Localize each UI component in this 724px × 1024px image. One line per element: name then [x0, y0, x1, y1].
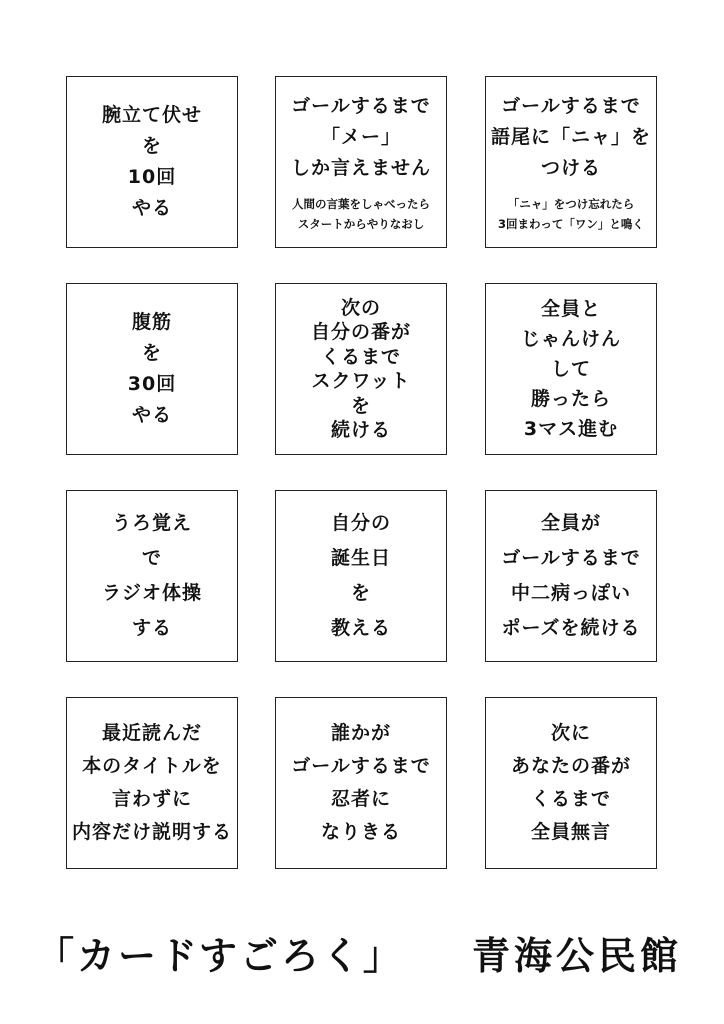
card-main-text [291, 91, 431, 184]
card-line: を [141, 135, 162, 157]
card-main-text [311, 296, 411, 443]
card-2 [275, 76, 447, 248]
card-line: 教える [330, 617, 391, 639]
card-line: ゴールするまで [291, 94, 431, 117]
card-1 [66, 76, 238, 248]
card-line: を [350, 582, 371, 604]
card-12 [485, 697, 657, 869]
card-line: やる [131, 197, 172, 219]
card-line: 次に [550, 722, 591, 744]
card-7 [66, 490, 238, 662]
card-line: 自分の番が [310, 321, 411, 343]
card-line: ラジオ体操 [101, 582, 202, 604]
card-5 [275, 283, 447, 455]
card-main-text [102, 100, 202, 224]
card-line: 全員が [540, 512, 601, 534]
card-note [498, 194, 644, 234]
card-line: 言わずに [111, 788, 192, 810]
card-main-text [491, 91, 651, 184]
card-main-text [331, 506, 391, 646]
card-line: じゃんけん [520, 328, 621, 350]
card-line: 誰かが [330, 722, 391, 744]
card-line: 次の [340, 296, 381, 319]
card-main-text [102, 506, 202, 646]
card-line: する [131, 617, 172, 639]
card-note-line: 3回まわって「ワン」と鳴く [498, 216, 644, 231]
card-line: 「メー」 [320, 125, 401, 148]
card-line: 全員無言 [530, 821, 611, 843]
card-main-text [501, 506, 641, 646]
card-main-text [128, 307, 176, 431]
card-line: 10回 [127, 166, 177, 188]
card-4 [66, 283, 238, 455]
card-line: を [350, 394, 371, 417]
card-line: 誕生日 [330, 547, 391, 569]
card-line: 勝ったら [530, 388, 611, 410]
card-line: やる [131, 404, 172, 426]
card-line: しか言えません [290, 156, 431, 179]
card-line: ゴールするまで [501, 94, 641, 117]
card-main-text [521, 294, 621, 444]
card-line: つける [540, 156, 601, 179]
card-line: ポーズを続ける [501, 617, 641, 639]
card-line: くるまで [530, 788, 611, 810]
card-3 [485, 76, 657, 248]
card-line: 腹筋 [131, 311, 172, 333]
card-line: 忍者に [330, 788, 391, 810]
card-line: 3マス進む [523, 418, 619, 440]
card-line: 語尾に「ニャ」を [490, 125, 651, 148]
card-line: あなたの番が [510, 755, 631, 777]
card-line: 中二病っぽい [510, 582, 631, 604]
card-main-text [291, 717, 431, 849]
organization-name: 青海公民館 [471, 934, 682, 978]
card-line: うろ覚え [111, 512, 192, 534]
card-line: で [141, 547, 162, 569]
card-line: 内容だけ説明する [71, 821, 232, 843]
card-line: なりきる [320, 821, 401, 843]
card-main-text [511, 717, 631, 849]
card-8 [275, 490, 447, 662]
card-6 [485, 283, 657, 455]
card-main-text [72, 717, 232, 849]
card-line: ゴールするまで [291, 755, 431, 777]
card-line: を [141, 342, 162, 364]
card-line: ゴールするまで [501, 547, 641, 569]
card-10 [66, 697, 238, 869]
card-line: スクワット [311, 370, 411, 392]
card-line: 最近読んだ [101, 722, 202, 744]
card-note-line: 「ニャ」をつけ忘れたら [507, 196, 635, 211]
card-line: 全員と [540, 298, 601, 320]
card-line: 自分の [330, 512, 391, 534]
card-line: 続ける [330, 419, 391, 441]
card-note-line: 人間の言葉をしゃべったら [292, 196, 430, 211]
card-line: 本のタイトルを [82, 755, 222, 777]
card-line: して [550, 358, 591, 380]
document-title: 「カードすごろく」 [36, 934, 404, 978]
card-note [292, 194, 430, 234]
card-line: くるまで [320, 345, 401, 368]
card-9 [485, 490, 657, 662]
card-line: 腕立て伏せ [101, 104, 202, 126]
card-line: 30回 [127, 373, 177, 395]
card-11 [275, 697, 447, 869]
card-note-line: スタートからやりなおし [297, 216, 425, 231]
